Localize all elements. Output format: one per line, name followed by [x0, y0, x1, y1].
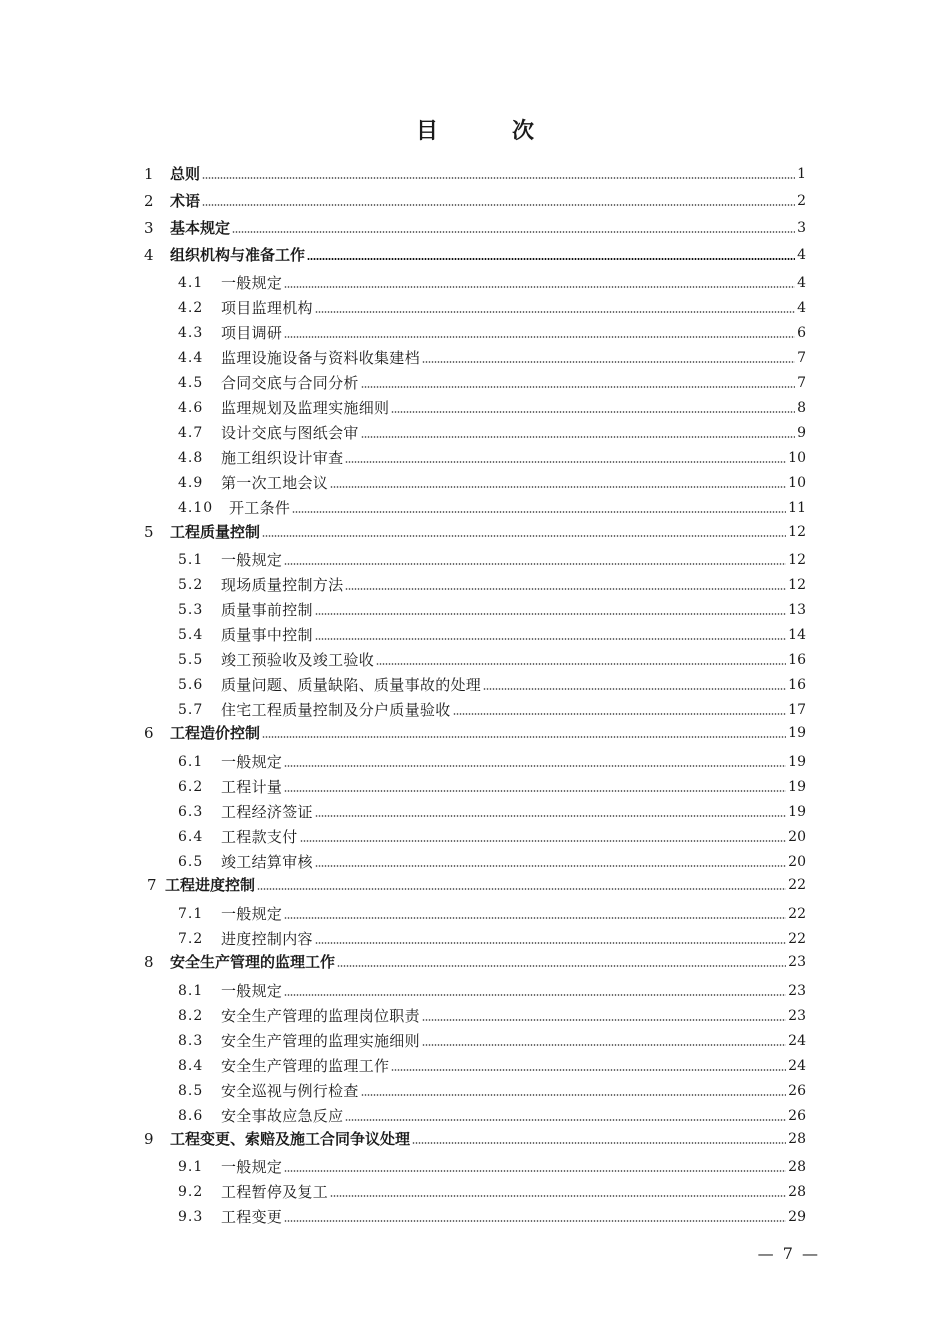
toc-entry-number: 6.2: [178, 779, 204, 795]
toc-entry-page: 22: [788, 906, 806, 922]
toc-entry-page: 4: [797, 247, 806, 263]
toc-chapter-row: [0, 217, 950, 239]
toc-entry-page: 12: [788, 577, 806, 593]
toc-entry-page: 26: [788, 1108, 806, 1124]
dot-leader: [292, 511, 786, 513]
toc-entry-page: 16: [788, 677, 806, 693]
toc-entry-page: 1: [797, 166, 806, 182]
dot-leader: [315, 865, 786, 867]
dot-leader: [262, 535, 786, 537]
toc-entry-label: 现场质量控制方法: [221, 576, 344, 594]
toc-entry-page: 4: [797, 300, 806, 316]
toc-chapter-row: [0, 951, 950, 973]
toc-entry-label: 安全巡视与例行检查: [221, 1082, 359, 1100]
toc-section-row: [0, 497, 950, 519]
toc-entry-number: 5.4: [178, 627, 204, 643]
dot-leader: [483, 688, 786, 690]
toc-chapter-row: [0, 874, 950, 896]
dot-leader: [315, 942, 786, 944]
dot-leader: [391, 411, 795, 413]
toc-entry-number: 5.5: [178, 652, 204, 668]
toc-entry-number: 8.1: [178, 983, 204, 999]
dot-leader: [422, 1044, 786, 1046]
toc-section-row: [0, 447, 950, 469]
toc-entry-number: 6.5: [178, 854, 204, 870]
toc-entry-number: 4.4: [178, 350, 204, 366]
toc-entry-number: 4.2: [178, 300, 204, 316]
page-title: 目 次: [415, 119, 560, 144]
toc-chapter-row: [0, 1128, 950, 1150]
dot-leader: [307, 258, 795, 260]
toc-entry-label: 一般规定: [221, 905, 283, 923]
toc-entry-label: 监理设施设备与资料收集建档: [221, 349, 420, 367]
dot-leader: [315, 815, 786, 817]
toc-entry-label: 监理规划及监理实施细则: [221, 399, 390, 417]
dot-leader: [422, 361, 795, 363]
toc-entry-number: 2: [144, 192, 154, 210]
toc-entry-number: 4.5: [178, 375, 204, 391]
toc-entry-page: 13: [788, 602, 806, 618]
toc-entry-number: 8.5: [178, 1083, 204, 1099]
toc-entry-page: 28: [788, 1184, 806, 1200]
toc-section-row: [0, 297, 950, 319]
toc-entry-label: 组织机构与准备工作: [170, 246, 306, 264]
toc-entry-number: 8.6: [178, 1108, 204, 1124]
toc-entry-label: 一般规定: [221, 274, 283, 292]
toc-entry-page: 9: [797, 425, 806, 441]
toc-entry-number: 8.3: [178, 1033, 204, 1049]
toc-section-row: [0, 751, 950, 773]
toc-entry-page: 19: [788, 804, 806, 820]
dot-leader: [284, 336, 795, 338]
dot-leader: [284, 917, 786, 919]
toc-entry-page: 23: [788, 954, 806, 970]
dot-leader: [284, 286, 795, 288]
toc-entry-page: 12: [788, 524, 806, 540]
toc-entry-page: 20: [788, 854, 806, 870]
toc-entry-page: 22: [788, 931, 806, 947]
dot-leader: [315, 638, 786, 640]
toc-entry-label: 开工条件: [229, 499, 291, 517]
dot-leader: [284, 765, 786, 767]
toc-entry-number: 5.1: [178, 552, 204, 568]
toc-entry-label: 工程经济签证: [221, 803, 313, 821]
dot-leader: [284, 1220, 786, 1222]
toc-entry-number: 4.7: [178, 425, 204, 441]
toc-entry-page: 19: [788, 725, 806, 741]
toc-section-row: [0, 599, 950, 621]
dot-leader: [391, 1069, 786, 1071]
dot-leader: [345, 461, 786, 463]
dot-leader: [315, 613, 786, 615]
toc-entry-page: 23: [788, 983, 806, 999]
toc-entry-number: 6.1: [178, 754, 204, 770]
toc-entry-label: 工程计量: [221, 778, 283, 796]
dot-leader: [300, 840, 787, 842]
dot-leader: [315, 311, 795, 313]
toc-entry-number: 7.1: [178, 906, 204, 922]
toc-entry-page: 26: [788, 1083, 806, 1099]
toc-entry-page: 22: [788, 877, 806, 893]
toc-entry-label: 工程质量控制: [170, 523, 261, 541]
toc-entry-label: 安全生产管理的监理实施细则: [221, 1032, 420, 1050]
toc-entry-page: 19: [788, 754, 806, 770]
toc-entry-page: 28: [788, 1131, 806, 1147]
toc-entry-label: 质量问题、质量缺陷、质量事故的处理: [221, 676, 482, 694]
toc-entry-number: 3: [144, 219, 154, 237]
toc-entry-page: 4: [797, 275, 806, 291]
toc-entry-number: 5.7: [178, 702, 204, 718]
dot-leader: [257, 888, 786, 890]
toc-section-row: [0, 1181, 950, 1203]
toc-entry-label: 质量事前控制: [221, 601, 313, 619]
toc-section-row: [0, 347, 950, 369]
toc-entry-label: 安全生产管理的监理工作: [170, 953, 336, 971]
toc-entry-number: 4.1: [178, 275, 204, 291]
toc-entry-number: 7: [147, 876, 157, 894]
page-number: — 7 —: [757, 1244, 820, 1263]
dot-leader: [262, 736, 786, 738]
toc-entry-number: 9.1: [178, 1159, 204, 1175]
dot-leader: [361, 436, 795, 438]
toc-section-row: [0, 624, 950, 646]
toc-entry-page: 6: [797, 325, 806, 341]
toc-entry-label: 项目监理机构: [221, 299, 313, 317]
toc-entry-number: 6.4: [178, 829, 204, 845]
toc-entry-number: 7.2: [178, 931, 204, 947]
toc-chapter-row: [0, 521, 950, 543]
toc-entry-label: 竣工结算审核: [221, 853, 313, 871]
toc-entry-page: 24: [788, 1033, 806, 1049]
dot-leader: [330, 486, 786, 488]
toc-entry-page: 24: [788, 1058, 806, 1074]
toc-entry-number: 9: [144, 1130, 154, 1148]
toc-entry-number: 6: [144, 724, 154, 742]
toc-section-row: [0, 1105, 950, 1127]
toc-entry-page: 2: [797, 193, 806, 209]
toc-section-row: [0, 422, 950, 444]
toc-entry-number: 4.9: [178, 475, 204, 491]
toc-section-row: [0, 928, 950, 950]
toc-section-row: [0, 776, 950, 798]
toc-entry-page: 28: [788, 1159, 806, 1175]
dot-leader: [345, 1119, 786, 1121]
toc-entry-label: 进度控制内容: [221, 930, 313, 948]
toc-entry-page: 10: [788, 475, 806, 491]
toc-entry-page: 7: [797, 375, 806, 391]
dot-leader: [284, 790, 786, 792]
toc-entry-page: 19: [788, 779, 806, 795]
toc-entry-number: 4.10: [178, 500, 214, 516]
toc-entry-label: 一般规定: [221, 753, 283, 771]
toc-entry-label: 基本规定: [170, 219, 231, 237]
toc-entry-number: 5.3: [178, 602, 204, 618]
toc-entry-label: 竣工预验收及竣工验收: [221, 651, 375, 669]
dot-leader: [202, 204, 795, 206]
toc-section-row: [0, 674, 950, 696]
dot-leader: [202, 177, 795, 179]
toc-entry-label: 住宅工程质量控制及分户质量验收: [221, 701, 451, 719]
dot-leader: [232, 231, 795, 233]
toc-chapter-row: [0, 163, 950, 185]
toc-entry-page: 16: [788, 652, 806, 668]
toc-entry-label: 一般规定: [221, 551, 283, 569]
toc-entry-page: 12: [788, 552, 806, 568]
toc-entry-label: 工程造价控制: [170, 724, 261, 742]
toc-section-row: [0, 903, 950, 925]
toc-section-row: [0, 1030, 950, 1052]
dot-leader: [284, 1170, 786, 1172]
toc-entry-number: 8: [144, 953, 154, 971]
toc-section-row: [0, 1156, 950, 1178]
toc-entry-label: 第一次工地会议: [221, 474, 329, 492]
toc-entry-number: 4: [144, 246, 154, 264]
toc-section-row: [0, 851, 950, 873]
toc-section-row: [0, 980, 950, 1002]
toc-section-row: [0, 1055, 950, 1077]
toc-entry-label: 安全事故应急反应: [221, 1107, 344, 1125]
toc-section-row: [0, 1080, 950, 1102]
toc-entry-label: 工程进度控制: [165, 876, 256, 894]
toc-section-row: [0, 801, 950, 823]
toc-entry-label: 设计交底与图纸会审: [221, 424, 359, 442]
toc-chapter-row: [0, 244, 950, 266]
toc-entry-number: 4.3: [178, 325, 204, 341]
toc-entry-number: 8.4: [178, 1058, 204, 1074]
toc-entry-page: 14: [788, 627, 806, 643]
toc-entry-page: 17: [788, 702, 806, 718]
dot-leader: [361, 1094, 786, 1096]
toc-entry-label: 一般规定: [221, 982, 283, 1000]
toc-entry-number: 8.2: [178, 1008, 204, 1024]
toc-entry-page: 10: [788, 450, 806, 466]
toc-section-row: [0, 397, 950, 419]
toc-section-row: [0, 272, 950, 294]
toc-entry-page: 20: [788, 829, 806, 845]
toc-section-row: [0, 826, 950, 848]
toc-section-row: [0, 472, 950, 494]
toc-entry-label: 工程变更: [221, 1208, 283, 1226]
toc-entry-page: 8: [797, 400, 806, 416]
toc-entry-label: 工程暂停及复工: [221, 1183, 329, 1201]
toc-entry-label: 安全生产管理的监理岗位职责: [221, 1007, 420, 1025]
toc-entry-number: 1: [144, 165, 154, 183]
toc-chapter-row: [0, 722, 950, 744]
toc-section-row: [0, 322, 950, 344]
dot-leader: [376, 663, 786, 665]
toc-entry-number: 9.2: [178, 1184, 204, 1200]
toc-entry-page: 11: [788, 500, 806, 516]
dot-leader: [453, 713, 787, 715]
toc-entry-page: 7: [797, 350, 806, 366]
toc-entry-page: 3: [797, 220, 806, 236]
toc-entry-label: 项目调研: [221, 324, 283, 342]
toc-section-row: [0, 372, 950, 394]
toc-entry-label: 合同交底与合同分析: [221, 374, 359, 392]
toc-entry-label: 工程变更、索赔及施工合同争议处理: [170, 1130, 411, 1148]
dot-leader: [422, 1019, 786, 1021]
dot-leader: [330, 1195, 786, 1197]
toc-chapter-row: [0, 190, 950, 212]
toc-entry-number: 9.3: [178, 1209, 204, 1225]
toc-entry-label: 术语: [170, 192, 201, 210]
toc-entry-number: 5.6: [178, 677, 204, 693]
dot-leader: [337, 965, 786, 967]
toc-section-row: [0, 1005, 950, 1027]
toc-entry-number: 5: [144, 523, 154, 541]
toc-entry-number: 4.8: [178, 450, 204, 466]
toc-entry-page: 29: [788, 1209, 806, 1225]
toc-entry-label: 质量事中控制: [221, 626, 313, 644]
toc-section-row: [0, 549, 950, 571]
toc-entry-label: 工程款支付: [221, 828, 298, 846]
dot-leader: [284, 994, 786, 996]
dot-leader: [284, 563, 786, 565]
toc-section-row: [0, 699, 950, 721]
dot-leader: [345, 588, 786, 590]
toc-section-row: [0, 1206, 950, 1228]
toc-entry-number: 5.2: [178, 577, 204, 593]
toc-entry-page: 23: [788, 1008, 806, 1024]
toc-entry-number: 4.6: [178, 400, 204, 416]
dot-leader: [361, 386, 795, 388]
toc-section-row: [0, 649, 950, 671]
toc-entry-label: 安全生产管理的监理工作: [221, 1057, 390, 1075]
toc-entry-label: 一般规定: [221, 1158, 283, 1176]
toc-entry-label: 总则: [170, 165, 201, 183]
toc-section-row: [0, 574, 950, 596]
toc-entry-label: 施工组织设计审查: [221, 449, 344, 467]
dot-leader: [412, 1142, 786, 1144]
toc-entry-number: 6.3: [178, 804, 204, 820]
